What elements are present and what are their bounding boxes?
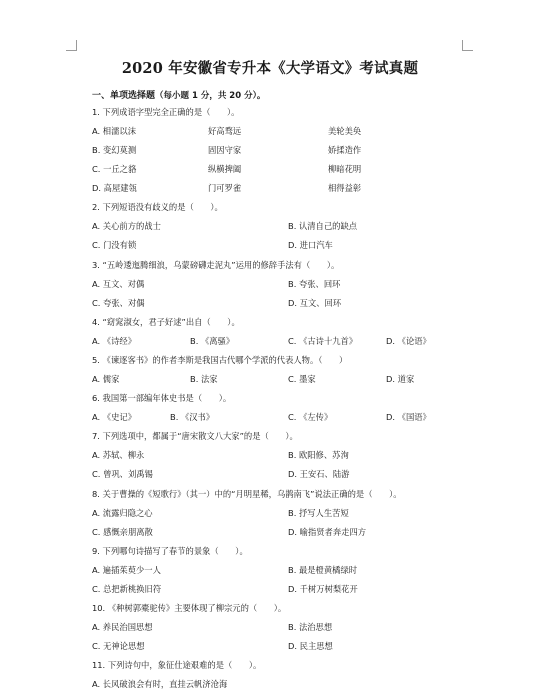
option: B. 法家 [190,374,218,384]
question-stem: 11. 下列诗句中，象征仕途艰难的是（ ）。 [92,660,262,670]
option: B. 《汉书》 [170,412,215,422]
option: 相得益彰 [328,183,362,193]
option: C. 一丘之貉 [92,164,137,174]
option-row [92,507,492,519]
option-row [92,678,492,690]
option: B. 欧阳修、苏洵 [288,450,349,460]
option: 固因守家 [208,145,242,155]
option-row [92,297,492,309]
page-corner-mark [66,40,77,51]
question-stem: 2. 下列短语没有歧义的是（ ）。 [92,202,223,212]
option: D. 《论语》 [386,336,431,346]
option: C. 感慨亲朋离散 [92,527,153,537]
option-row [92,163,492,175]
section-note: （每小题 1 分，共 20 分）。 [155,91,266,101]
option: A. 儒家 [92,374,120,384]
option: A. 互文、对偶 [92,279,145,289]
option: C. 门没有锁 [92,240,137,250]
option: 好高骛远 [208,126,242,136]
option: B. 法治思想 [288,622,333,632]
option: 门可罗雀 [208,183,242,193]
option: B. 变幻莫测 [92,145,137,155]
option: D. 《国语》 [386,412,431,422]
option-row [92,220,492,232]
option: D. 王安石、陆游 [288,469,350,479]
page-corner-mark [462,40,473,51]
option-row [92,564,492,576]
option: C. 《左传》 [288,412,333,422]
option: B. 《离骚》 [190,336,235,346]
question-stem: 9. 下列哪句诗描写了春节的景象（ ）。 [92,546,248,556]
option: A. 《史记》 [92,412,136,422]
option-row [92,144,492,156]
section-heading-text: 一、单项选择题 [92,91,156,101]
option: C. 总把新桃换旧符 [92,584,162,594]
option: 美轮美奂 [328,126,362,136]
option-row [92,526,492,538]
option: A. 养民治国思想 [92,622,153,632]
option: D. 民主思想 [288,641,333,651]
option-row [92,449,492,461]
option: 纵横捭阖 [208,164,242,174]
option: D. 喻指贤者奔走四方 [288,527,367,537]
option: B. 夸张、回环 [288,279,341,289]
option: 娇揉造作 [328,145,362,155]
question-stem: 8. 关于曹操的《短歌行》（其一）中的“月明星稀，乌鹊南飞”说法正确的是（ ）。 [92,489,402,499]
option: C. 《古诗十九首》 [288,336,358,346]
option-row [92,182,492,194]
option: C. 无神论思想 [92,641,145,651]
option: D. 互文、回环 [288,298,342,308]
option: B. 认清自己的缺点 [288,221,358,231]
option: A. 关心前方的战士 [92,221,161,231]
question-stem: 3. “五岭逶迤腾细浪，乌蒙磅礴走泥丸”运用的修辞手法有（ ）。 [92,260,340,270]
question-stem: 1. 下列成语字型完全正确的是（ ）。 [92,107,240,117]
option: D. 高屋建瓴 [92,183,137,193]
option-row [92,278,492,290]
option-row [92,373,492,385]
question-stem: 7. 下列选项中，都属于“唐宋散文八大家”的是（ ）。 [92,431,298,441]
option: A. 《诗经》 [92,336,136,346]
option: C. 墨家 [288,374,316,384]
option: A. 流露归隐之心 [92,508,153,518]
question-stem: 4. “窈窕淑女，君子好逑”出自（ ）。 [92,317,240,327]
option-row [92,640,492,652]
option: A. 相濡以沫 [92,126,136,136]
option: B. 抒写人生苦短 [288,508,349,518]
option-row [92,411,492,423]
question-stem: 5. 《谏逐客书》的作者李斯是我国古代哪个学派的代表人物。（ ） [92,355,348,365]
option: C. 曾巩、刘禹锡 [92,469,153,479]
option-row [92,468,492,480]
option: A. 长风破浪会有时，直挂云帆济沧海 [92,679,228,689]
option: 柳暗花明 [328,164,362,174]
option: A. 苏轼、柳永 [92,450,145,460]
option: D. 进口汽车 [288,240,333,250]
option-row [92,621,492,633]
option: C. 夸张、对偶 [92,298,145,308]
option: B. 最是橙黄橘绿时 [288,565,358,575]
question-stem: 6. 我国第一部编年体史书是（ ）。 [92,393,232,403]
option-row [92,239,492,251]
option: D. 道家 [386,374,415,384]
question-stem: 10. 《种树郭橐驼传》主要体现了柳宗元的（ ）。 [92,603,287,613]
option: D. 千树万树梨花开 [288,584,358,594]
option-row [92,583,492,595]
section-heading [92,88,265,101]
option-row [92,335,492,347]
page-title: 2020 年安徽省专升本《大学语文》考试真题 [121,60,419,77]
option: A. 遍插茱萸少一人 [92,565,161,575]
option-row [92,125,492,137]
